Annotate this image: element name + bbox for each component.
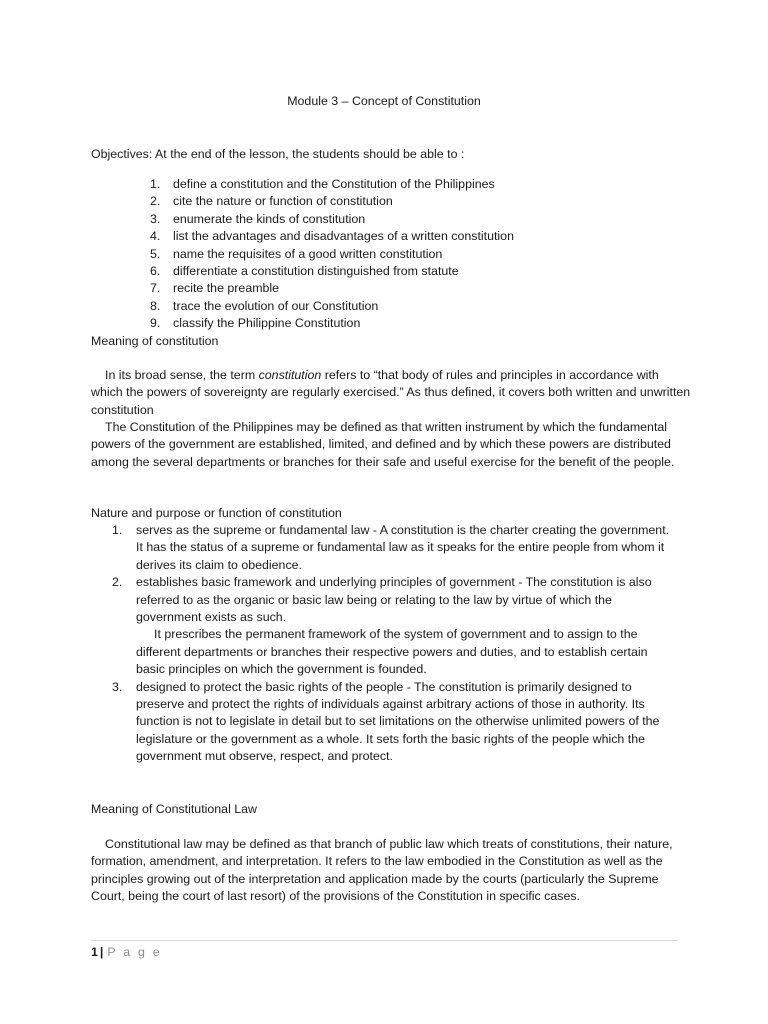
page-label: P a g e — [107, 945, 162, 959]
page-number: 1 — [91, 945, 98, 959]
objectives-intro: Objectives: At the end of the lesson, the students should be able to : — [91, 147, 465, 161]
list-item: 6. differentiate a constitution distinguished from statute — [150, 264, 459, 279]
list-item: 5. name the requisites of a good written constitution — [150, 246, 443, 261]
meaning-paragraph-2: The Constitution of the Philippines may be defined as that written instrument by which the fundamental powers of the government are established, limited, and defined and by which these powers are distributed among the several departments or branches for their safe and useful exercise for the benefit of the people. — [91, 420, 675, 469]
page-title: Module 3 – Concept of Constitution — [287, 94, 481, 108]
page-footer: 1 | P a g e — [91, 945, 162, 959]
list-item: 9. classify the Philippine Constitution — [150, 316, 361, 331]
nature-list — [112, 522, 672, 766]
list-item: 2. establishes basic framework and underlying principles of government - The constitution is also referred to as the organic or basic law being or relating to the law by virtue of which the government exists as such. It prescribes the permanent framework of the system of government and to assign to the different departments or branches their respective powers and duties, and to establish certain basic principles on which the government is founded. — [112, 575, 652, 677]
list-item: 2. cite the nature or function of constitution — [150, 194, 393, 209]
list-item: 3. designed to protect the basic rights of the people - The constitution is primarily designed to preserve and protect the rights of individuals against arbitrary actions of those in authority. Its function is not to legislate in detail but to set limitations on the otherwise unlimited powers of the legislature or the government as a whole. It sets forth the basic rights of the people which the government mut observe, respect, and protect. — [112, 679, 660, 764]
footer-divider — [91, 940, 678, 941]
section-heading-constitutional-law: Meaning of Constitutional Law — [91, 802, 257, 816]
list-item: 3. enumerate the kinds of constitution — [150, 211, 366, 226]
section-heading-nature: Nature and purpose or function of constitution — [91, 506, 342, 520]
constitutional-law-paragraph: Constitutional law may be defined as that branch of public law which treats of constitutions, their nature, formation, amendment, and interpretation. It refers to the law embodied in the Constitution as well as the principles growing out of the interpretation and application made by the courts (particularly the Supreme Court, being the court of last resort) of the provisions of the Constitution in specific cases. — [91, 837, 673, 904]
objectives-list — [150, 176, 514, 333]
list-item: 7. recite the preamble — [150, 281, 280, 296]
meaning-paragraph-1: In its broad sense, the term constitution refers to “that body of rules and principles in accordance with which the powers of sovereignty are regularly exercised.” As thus defined, it covers both written and unwritten constitution — [91, 368, 691, 417]
section-heading-meaning: Meaning of constitution — [91, 334, 219, 348]
list-item: 4. list the advantages and disadvantages of a written constitution — [150, 229, 514, 244]
list-item: 1. serves as the supreme or fundamental law - A constitution is the charter creating the government. It has the status of a supreme or fundamental law as it speaks for the entire people from whom it derives its claim to obedience. — [112, 523, 670, 572]
list-item: 1. define a constitution and the Constitution of the Philippines — [150, 177, 495, 191]
list-item: 8. trace the evolution of our Constitution — [150, 298, 379, 313]
